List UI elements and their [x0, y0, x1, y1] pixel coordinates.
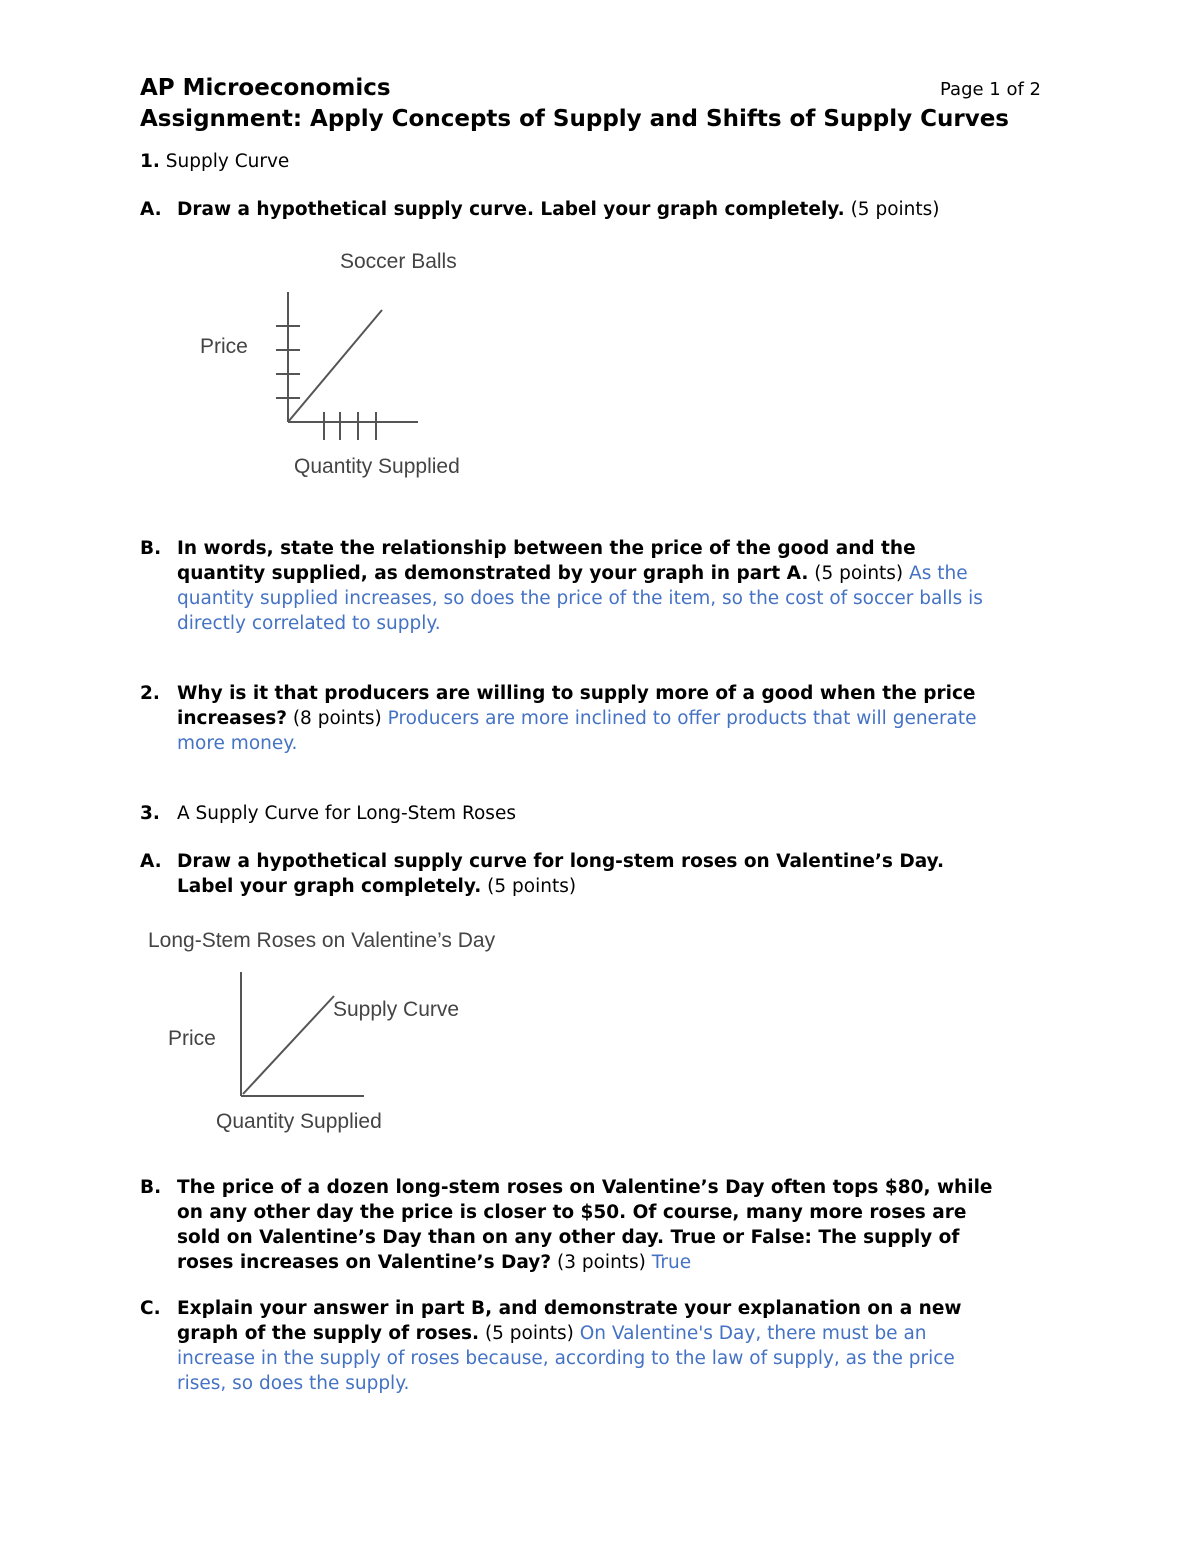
- chart1-xlabel: Quantity Supplied: [294, 455, 460, 478]
- q3c-points: (5 points): [484, 1323, 574, 1344]
- chart1-title: Soccer Balls: [340, 250, 457, 273]
- q3a-question-line2: Label your graph completely.: [177, 876, 482, 897]
- q1b-answer-line2: quantity supplied increases, so does the price of the item, so the cost of soccer balls is: [177, 588, 983, 609]
- chart2-supply-line: [243, 996, 334, 1094]
- q3-title: A Supply Curve for Long-Stem Roses: [177, 803, 516, 824]
- q3c: [140, 1296, 1100, 1394]
- page-number: Page 1 of 2: [940, 79, 1041, 100]
- q2-points: (8 points): [292, 708, 382, 729]
- chart1-supply-line: [288, 310, 382, 422]
- q1b: [140, 536, 1100, 634]
- q3c-answer-line2: increase in the supply of roses because, according to the law of supply, as the price: [177, 1348, 955, 1369]
- chart2-title: Long-Stem Roses on Valentine’s Day: [148, 929, 496, 952]
- q3b-question-line4: roses increases on Valentine’s Day?: [177, 1252, 552, 1273]
- chart2-xlabel: Quantity Supplied: [216, 1110, 382, 1133]
- q2-number: 2.: [140, 683, 160, 704]
- soccer-balls-chart: [190, 240, 500, 490]
- q3c-label: C.: [140, 1298, 161, 1319]
- q3b-question-line1: The price of a dozen long-stem roses on Valentine’s Day often tops $80, while: [177, 1177, 993, 1198]
- q3-heading: [140, 801, 516, 826]
- assignment-title: Assignment: Apply Concepts of Supply and Shifts of Supply Curves: [140, 106, 1009, 132]
- q3c-question-line2: graph of the supply of roses.: [177, 1323, 480, 1344]
- q1a-question: Draw a hypothetical supply curve. Label your graph completely.: [177, 199, 845, 220]
- q3a: [140, 849, 1100, 897]
- q3c-question-line1: Explain your answer in part B, and demonstrate your explanation on a new: [177, 1298, 962, 1319]
- q3-number: 3.: [140, 803, 160, 824]
- chart1-ylabel: Price: [200, 335, 248, 358]
- q1b-question-line2: quantity supplied, as demonstrated by your graph in part A.: [177, 563, 809, 584]
- q2-answer-line2: more money.: [177, 733, 298, 754]
- q3a-question-line1: Draw a hypothetical supply curve for long-stem roses on Valentine’s Day.: [177, 851, 945, 872]
- q1b-question-line1: In words, state the relationship between the price of the good and the: [177, 538, 916, 559]
- q1b-points: (5 points): [814, 563, 904, 584]
- q1a: [140, 197, 1100, 222]
- q3b-question-line2: on any other day the price is closer to $50. Of course, many more roses are: [177, 1202, 967, 1223]
- chart2-ylabel: Price: [168, 1027, 216, 1050]
- q3c-answer-line1: On Valentine's Day, there must be an: [579, 1323, 927, 1344]
- q3a-label: A.: [140, 851, 162, 872]
- q1b-answer-line1: As the: [909, 563, 968, 584]
- q3b: [140, 1175, 1100, 1273]
- q1-number: 1.: [140, 151, 160, 172]
- q1a-points: (5 points): [850, 199, 940, 220]
- q1-title: Supply Curve: [165, 151, 290, 172]
- q3b-answer: True: [651, 1252, 692, 1273]
- q3b-label: B.: [140, 1177, 162, 1198]
- q2-answer-line1: Producers are more inclined to offer products that will generate: [387, 708, 977, 729]
- roses-chart: [140, 920, 560, 1140]
- q3b-points: (3 points): [557, 1252, 646, 1273]
- q1a-label: A.: [140, 199, 162, 220]
- chart1-x-ticks: [324, 412, 376, 440]
- q1-heading: [140, 149, 289, 174]
- course-title: AP Microeconomics: [140, 75, 391, 101]
- q2-question-line1: Why is it that producers are willing to supply more of a good when the price: [177, 683, 976, 704]
- q3b-question-line3: sold on Valentine’s Day than on any other day. True or False: The supply of: [177, 1227, 960, 1248]
- q1b-label: B.: [140, 538, 162, 559]
- q3c-answer-line3: rises, so does the supply.: [177, 1373, 410, 1394]
- chart2-series-label: Supply Curve: [333, 998, 460, 1021]
- q2: [140, 681, 1100, 754]
- q1b-answer-line3: directly correlated to supply.: [177, 613, 441, 634]
- q3a-points: (5 points): [487, 876, 577, 897]
- q2-question-line2: increases?: [177, 708, 287, 729]
